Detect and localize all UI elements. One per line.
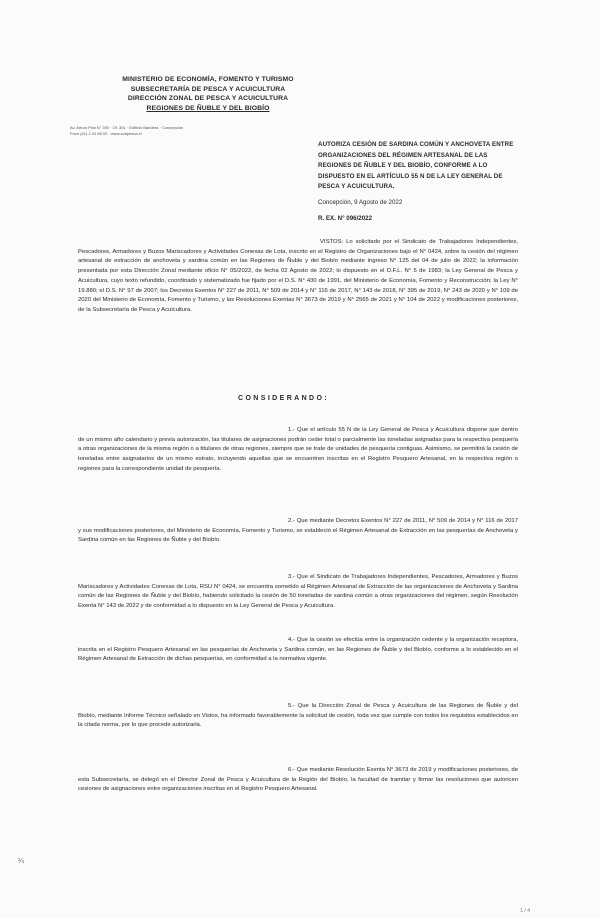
considerando-6: 6.- Que mediante Resolución Exenta N° 3673 de 2019 y modificaciones posteriores, de esta Subsecretaría, se delegó en el Director Zonal de Pesca y Acuicultura de la Región del Biobío, la facultad de tramitar y firmar las resoluciones que autoricen cesiones de asignaciones entre organizaciones inscritas en el Registro Pesquero Artesanal. (78, 767, 518, 793)
regiones-name: REGIONES DE ÑUBLE Y DEL BIOBÍO (146, 104, 270, 112)
considerando-3: 3.- Que el Sindicato de Trabajadores Independientes, Pescadores, Armadores y Buzos Mariscadores y Actividades Conexas de Lota, RSU N° 0424, se encuentra sometido al Régimen Artesanal de Extracción de las organizaciones de Anchoveta y Sardina común de las Regiones de Ñuble y del Biobío, habiendo solicitado la cesión de 50 toneladas de sardina común a otras organizaciones del régimen, según Resolución Exenta N° 143 de 2022 y de conformidad a lo dispuesto en la Ley General de Pesca y Acuicultura. (78, 574, 518, 610)
resolution-number: R. EX. N° 096/2022 (318, 215, 373, 222)
subsecretaria-name: SUBSECRETARÍA DE PESCA Y ACUICULTURA (130, 85, 286, 93)
letterhead (88, 75, 328, 113)
considerando-5: 5.- Que la Dirección Zonal de Pesca y Acuicultura de las Regiones de Ñuble y del Biobío, mediante Informe Técnico señalado en Vistos, ha informado favorablemente la solicitud de cesión, toda vez que cumple con todos los requisitos establecidos en la citada norma, por lo que procede autorizarla. (78, 703, 518, 729)
considerando-4: 4.- Que la cesión se efectúa entre la organización cedente y la organización receptora, inscrita en el Registro Pesquero Artesanal en las pesquerías de Anchoveta y Sardina común, en las Regiones de Ñuble y del Biobío, conforme a lo establecido en el Régimen Artesanal de Extracción de dichas pesquerías, en conformidad a la normativa vigente. (78, 637, 518, 663)
resolution-subject: AUTORIZA CESIÓN DE SARDINA COMÚN Y ANCHOVETA ENTRE ORGANIZACIONES DEL RÉGIMEN ARTESANAL DE LAS REGIONES DE ÑUBLE Y DEL BIOBÍO, CONFORME A LO DISPUESTO EN EL ARTÍCULO 55 N DE LA LEY GENERAL DE PESCA Y ACUICULTURA. (318, 141, 514, 190)
resolution-date: Concepción, 9 Agosto de 2022 (318, 199, 403, 206)
address-block (70, 125, 300, 136)
considerando-1: 1.- Que el artículo 55 N de la Ley General de Pesca y Acuicultura dispone que dentro de un mismo año calendario y previa autorización, las titulares de asignaciones podrán ceder total o parcialmente las toneladas asignadas para la respectiva pesquería a otras organizaciones de la misma región o a titulares de otras regiones, siempre que se trate de unidades de pesquería contiguas. Asimismo, se permitirá la cesión de toneladas entre asignatarios de un mismo estrato, incluyendo aquellas que se encuentren inscritas en el Registro Pesquero Artesanal, en la respectiva región o regiones para la correspondiente unidad de pesquería. (78, 427, 518, 472)
page-number: 1 / 4 (520, 908, 530, 914)
page-mark: ¼ (18, 858, 24, 865)
contact-line: Fono (41) 2 24 89 00 · www.subpesca.cl (70, 130, 142, 136)
considerando-2: 2.- Que mediante Decretos Exentos N° 227 de 2011, N° 509 de 2014 y N° 116 de 2017 y sus modificaciones posteriores, del Ministerio de Economía, Fomento y Turismo, se estableció el Régimen Artesanal de Extracción en las pesquerías de Anchoveta y Sardina común en las Regiones de Ñuble y del Biobío. (78, 518, 518, 544)
considerando-heading: CONSIDERANDO: (238, 395, 330, 402)
direccion-name: DIRECCIÓN ZONAL DE PESCA Y ACUICULTURA (127, 95, 289, 102)
address-line: Av. Arturo Prat N° 390 · Of. 301 · Edificio Bandera · Concepción (70, 125, 184, 130)
ministry-name: MINISTERIO DE ECONOMÍA, FOMENTO Y TURISMO (122, 76, 294, 83)
vistos-paragraph: VISTOS: Lo solicitado por el Sindicato de Trabajadores Independientes, Pescadores, Armadores y Buzos Mariscadores y Actividades Conexas de Lota, inscrito en el Registro de Organizaciones bajo el N° 0424, sobre la cesión del régimen artesanal de extracción de anchoveta y sardina común en las Regiones de Ñuble y del Biobío mediante ingreso N° 125 del 04 de julio de 2022; la información presentada por esta Dirección Zonal mediante oficio N° 05/2022, de fecha 02 Agosto de 2022; lo dispuesto en el D.F.L. N° 5 de 1983; la Ley General de Pesca y Acuicultura, cuyo texto refundido, coordinado y sistematizado fue fijado por el D.S. N° 430 de 1991, del Ministerio de Economía, Fomento y Reconstrucción; la Ley N° 19.880; el D.S. N° 97 de 2007; los Decretos Exentos N° 227 de 2011, N° 509 de 2014 y N° 116 de 2017, N° 143 de 2018, N° 395 de 2019, N° 243 de 2020 y N° 109 de 2020 del Ministerio de Economía, Fomento y Turismo, y las Resoluciones Exentas N° 3673 de 2019 y N° 2565 de 2021 y N° 104 de 2022 y modificaciones posteriores, de la Subsecretaría de Pesca y Acuicultura. (78, 239, 518, 313)
